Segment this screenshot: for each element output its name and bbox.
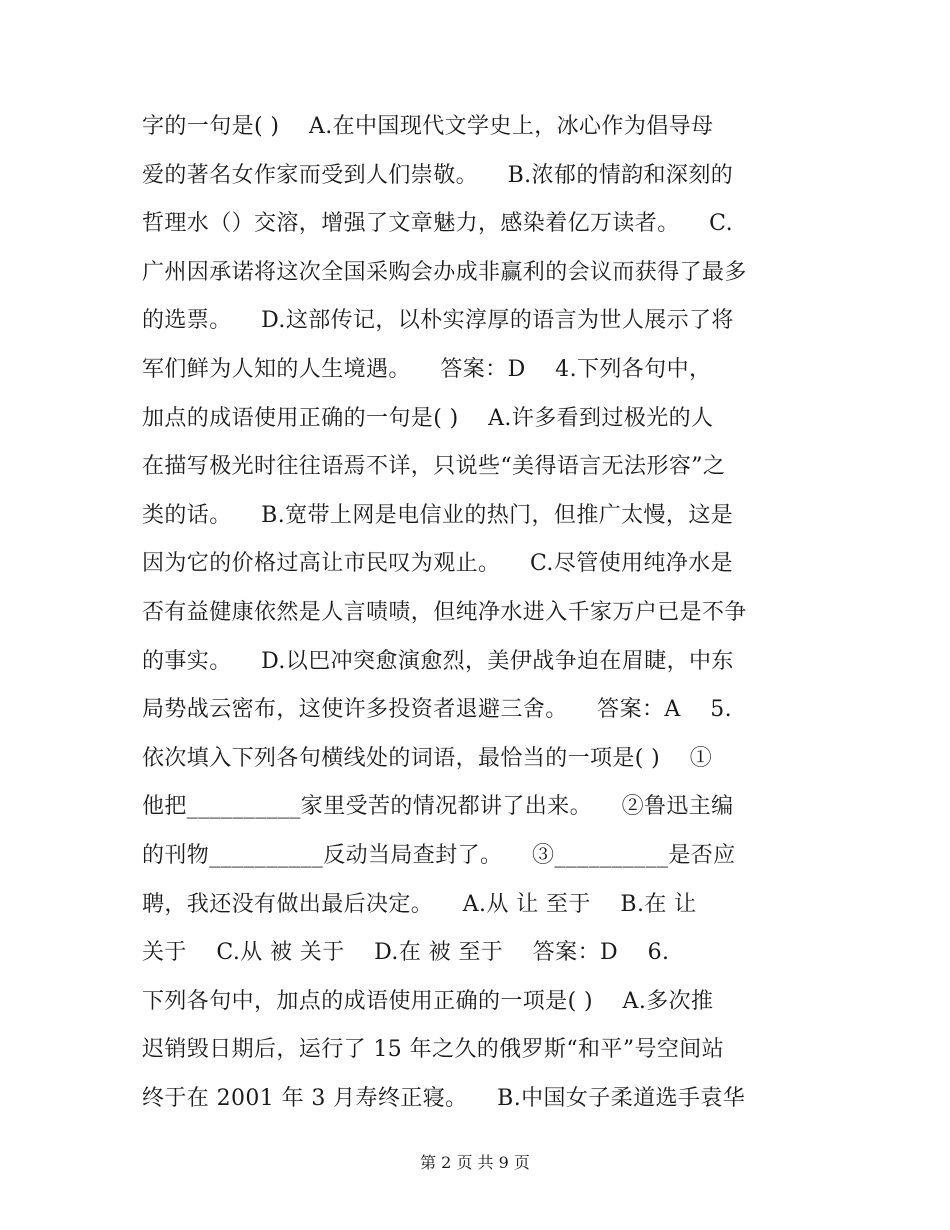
text-line: 依次填入下列各句横线处的词语，最恰当的一项是( ) ① bbox=[142, 745, 713, 771]
text-line: 下列各句中，加点的成语使用正确的一项是( ) A.多次推 bbox=[142, 988, 714, 1014]
text-line: 迟销毁日期后，运行了 15 年之久的俄罗斯“和平”号空间站 bbox=[142, 1037, 725, 1063]
text-line: 字的一句是( ) A.在中国现代文学史上，冰心作为倡导母 bbox=[142, 114, 714, 139]
text-line: 终于在 2001 年 3 月寿终正寝。 B.中国女子柔道选手袁华 bbox=[142, 1085, 746, 1111]
text-line: 的选票。 D.这部传记，以朴实淳厚的语言为世人展示了将 bbox=[142, 308, 734, 334]
text-line: 他把__________家里受苦的情况都讲了出来。 ②鲁迅主编 bbox=[142, 794, 734, 820]
text-line: 类的话。 B.宽带上网是电信业的热门，但推广太慢，这是 bbox=[142, 502, 734, 528]
text-line: 因为它的价格过高让市民叹为观止。 C.尽管使用纯净水是 bbox=[142, 551, 734, 577]
text-line: 局势战云密布，这使许多投资者退避三舍。 答案：A 5. bbox=[142, 697, 733, 723]
text-line: 哲理水（）交溶，增强了文章魅力，感染着亿万读者。 C. bbox=[142, 211, 734, 237]
page-number-footer: 第 2 页 共 9 页 bbox=[420, 1153, 530, 1172]
text-line: 否有益健康依然是人言啧啧，但纯净水进入千家万户已是不争 bbox=[142, 599, 747, 625]
text-line: 加点的成语使用正确的一句是( ) A.许多看到过极光的人 bbox=[142, 405, 714, 431]
text-line: 军们鲜为人知的人生境遇。 答案：D 4.下列各句中， bbox=[142, 356, 712, 382]
text-line: 在描写极光时往往语焉不详，只说些“美得语言无法形容”之 bbox=[142, 454, 726, 480]
text-line: 聘，我还没有做出最后决定。 A.从 让 至于 B.在 让 bbox=[142, 891, 697, 917]
body-text bbox=[142, 103, 822, 1123]
text-line: 关于 C.从 被 关于 D.在 被 至于 答案：D 6. bbox=[142, 940, 670, 966]
text-line: 广州因承诺将这次全国采购会办成非赢利的会议而获得了最多 bbox=[142, 259, 747, 285]
text-line: 的事实。 D.以巴冲突愈演愈烈，美伊战争迫在眉睫，中东 bbox=[142, 648, 734, 674]
text-line: 爱的著名女作家而受到人们崇敬。 B.浓郁的情韵和深刻的 bbox=[142, 162, 734, 188]
text-line: 的刊物__________反动当局查封了。 ③__________是否应 bbox=[142, 842, 736, 868]
